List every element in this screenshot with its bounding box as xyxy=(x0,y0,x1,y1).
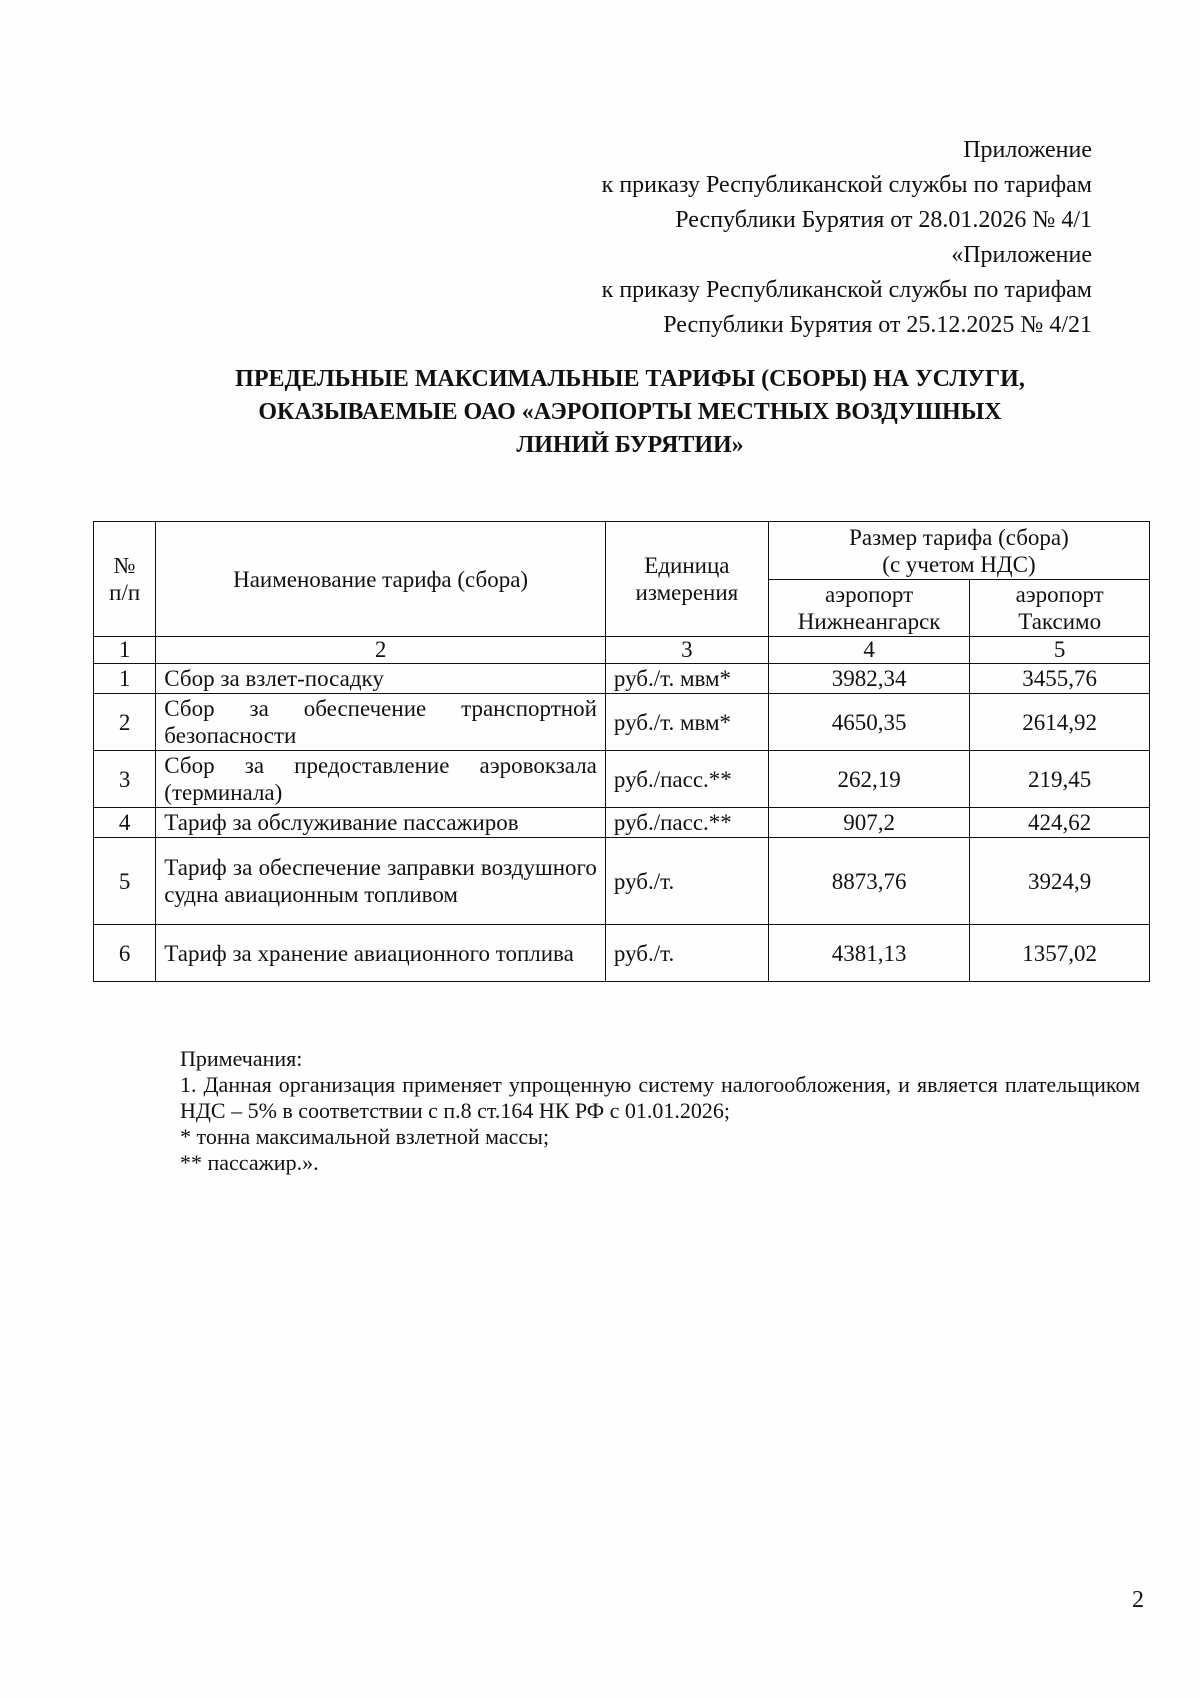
tariff-unit: руб./пасс.** xyxy=(605,751,768,808)
column-number: 5 xyxy=(970,637,1150,664)
header-cell-name xyxy=(156,522,606,637)
header-size-line2: (с учетом НДС) xyxy=(882,551,1036,577)
column-number: 2 xyxy=(156,637,606,664)
tariff-value-taksimo: 3455,76 xyxy=(970,664,1150,694)
tariff-value-taksimo: 219,45 xyxy=(970,751,1150,808)
tariff-value-nizhneangarsk: 3982,34 xyxy=(768,664,969,694)
tariff-name: Сбор за обеспечение транспортной безопасности xyxy=(156,694,606,751)
table-row xyxy=(94,925,1150,982)
column-number: 1 xyxy=(94,637,156,664)
document-title xyxy=(180,363,1080,462)
tariff-value-taksimo: 424,62 xyxy=(970,808,1150,838)
table-row xyxy=(94,808,1150,838)
header-line: к приказу Республиканской службы по тарифам xyxy=(601,277,1092,303)
table-row xyxy=(94,838,1150,925)
row-number: 6 xyxy=(94,925,156,982)
tariff-name: Тариф за хранение авиационного топлива xyxy=(156,925,606,982)
tariff-value-taksimo: 1357,02 xyxy=(970,925,1150,982)
header-cell-num xyxy=(94,522,156,637)
table-header-row xyxy=(94,522,1150,580)
header-airport2-line2: Таксимо xyxy=(1018,609,1102,634)
tariff-unit: руб./т. xyxy=(605,838,768,925)
tariff-value-taksimo: 2614,92 xyxy=(970,694,1150,751)
header-cell-unit xyxy=(605,522,768,637)
row-number: 2 xyxy=(94,694,156,751)
note-item: 1. Данная организация применяет упрощенную систему налогообложения, и является плательщиком НДС – 5% в соответствии с п.8 ст.164 НК РФ с 01.01.2026; xyxy=(180,1072,1140,1123)
header-name-label: Наименование тарифа (сбора) xyxy=(233,566,529,592)
header-num-line2: п/п xyxy=(109,580,141,605)
header-line: Республики Бурятия от 25.12.2025 № 4/21 xyxy=(663,312,1092,338)
appendix-header xyxy=(602,133,1092,343)
table-row xyxy=(94,751,1150,808)
tariff-unit: руб./т. xyxy=(605,925,768,982)
header-airport1-line2: Нижнеангарск xyxy=(797,609,941,634)
row-number: 3 xyxy=(94,751,156,808)
note-item: ** пассажир.». xyxy=(180,1150,319,1175)
tariff-value-nizhneangarsk: 4381,13 xyxy=(768,925,969,982)
tariff-unit: руб./т. мвм* xyxy=(605,664,768,694)
header-airport2-line1: аэропорт xyxy=(1015,582,1104,607)
row-number: 5 xyxy=(94,838,156,925)
header-unit-line2: измерения xyxy=(635,580,739,605)
title-line: ОКАЗЫВАЕМЫЕ ОАО «АЭРОПОРТЫ МЕСТНЫХ ВОЗДУШНЫХ xyxy=(258,399,1002,425)
table-row xyxy=(94,694,1150,751)
tariff-unit: руб./т. мвм* xyxy=(605,694,768,751)
title-line: ПРЕДЕЛЬНЫЕ МАКСИМАЛЬНЫЕ ТАРИФЫ (СБОРЫ) НА УСЛУГИ, xyxy=(235,366,1025,392)
header-line: «Приложение xyxy=(951,242,1092,268)
header-line: Приложение xyxy=(963,137,1092,163)
tariff-name: Сбор за предоставление аэровокзала (терминала) xyxy=(156,751,606,808)
header-cell-airport-taksimo xyxy=(970,580,1150,637)
tariff-unit: руб./пасс.** xyxy=(605,808,768,838)
table-row xyxy=(94,664,1150,694)
tariff-name: Тариф за обеспечение заправки воздушного судна авиационным топливом xyxy=(156,838,606,925)
header-airport1-line1: аэропорт xyxy=(825,582,914,607)
tariff-value-nizhneangarsk: 262,19 xyxy=(768,751,969,808)
header-line: Республики Бурятия от 28.01.2026 № 4/1 xyxy=(675,207,1092,233)
tariff-value-taksimo: 3924,9 xyxy=(970,838,1150,925)
tariff-name: Сбор за взлет-посадку xyxy=(156,664,606,694)
column-number: 3 xyxy=(605,637,768,664)
tariff-table xyxy=(93,521,1150,982)
header-unit-line1: Единица xyxy=(644,553,730,578)
title-line: ЛИНИЙ БУРЯТИИ» xyxy=(516,432,744,458)
header-line: к приказу Республиканской службы по тарифам xyxy=(601,172,1092,198)
note-item: * тонна максимальной взлетной массы; xyxy=(180,1124,550,1149)
header-size-line1: Размер тарифа (сбора) xyxy=(849,524,1069,550)
header-num-line1: № xyxy=(113,553,136,578)
tariff-value-nizhneangarsk: 907,2 xyxy=(768,808,969,838)
tariff-value-nizhneangarsk: 8873,76 xyxy=(768,838,969,925)
tariff-value-nizhneangarsk: 4650,35 xyxy=(768,694,969,751)
notes-block xyxy=(180,1046,1140,1176)
column-number-row xyxy=(94,637,1150,664)
tariff-name: Тариф за обслуживание пассажиров xyxy=(156,808,606,838)
column-number: 4 xyxy=(768,637,969,664)
header-cell-airport-nizhneangarsk xyxy=(768,580,969,637)
page-number: 2 xyxy=(1132,1587,1144,1613)
header-cell-tariff-size xyxy=(768,522,1149,580)
notes-heading: Примечания: xyxy=(180,1046,303,1071)
row-number: 1 xyxy=(94,664,156,694)
row-number: 4 xyxy=(94,808,156,838)
